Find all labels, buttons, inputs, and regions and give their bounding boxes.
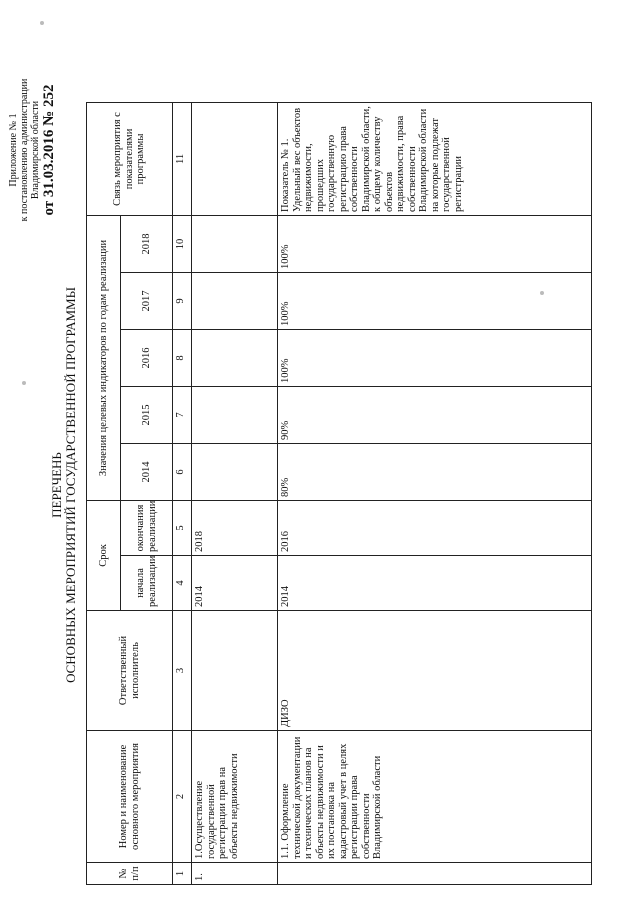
row-value-2014: 80% (278, 443, 592, 500)
column-number: 9 (173, 272, 192, 329)
header-year-2017: 2017 (121, 272, 173, 329)
title-line-2: ОСНОВНЫХ МЕРОПРИЯТИЙ ГОСУДАРСТВЕННОЙ ПРОГРАММЫ (63, 287, 78, 683)
header-name: Номер и наименование основного мероприятия (87, 731, 173, 863)
header-executor: Ответственный исполнитель (87, 611, 173, 731)
appendix-number: Приложение № 1 (8, 113, 19, 187)
header-link: Связь мероприятия с показателями программы (87, 102, 173, 215)
column-number: 2 (173, 731, 192, 863)
scan-speck (22, 381, 26, 385)
header-indicators: Значения целевых индикаторов по годам реализации (87, 215, 121, 500)
column-number: 6 (173, 443, 192, 500)
row-executor (192, 611, 278, 731)
column-number: 7 (173, 386, 192, 443)
row-link (192, 102, 278, 215)
appendix-region: Владимирской области (30, 100, 41, 200)
measures-table (86, 102, 592, 885)
column-number: 3 (173, 611, 192, 731)
row-start-year: 2014 (278, 556, 592, 611)
column-number: 4 (173, 556, 192, 611)
header-term-end: окончания реализации (121, 500, 173, 555)
row-num: 1. (192, 863, 278, 885)
row-value-2017 (192, 272, 278, 329)
appendix-decree: к постановлению администрации (19, 78, 30, 222)
row-value-2018: 100% (278, 215, 592, 272)
column-number: 5 (173, 500, 192, 555)
table-row (278, 102, 592, 884)
title-line-1: ПЕРЕЧЕНЬ (49, 452, 64, 518)
row-value-2017: 100% (278, 272, 592, 329)
header-year-2016: 2016 (121, 329, 173, 386)
header-year-2018: 2018 (121, 215, 173, 272)
document-title (50, 105, 78, 865)
row-start-year: 2014 (192, 556, 278, 611)
row-end-year: 2016 (278, 500, 592, 555)
header-year-2014: 2014 (121, 443, 173, 500)
column-number: 10 (173, 215, 192, 272)
column-number: 8 (173, 329, 192, 386)
header-term-start: начала реализации (121, 556, 173, 611)
row-value-2018 (192, 215, 278, 272)
row-link: Показатель № 1. Удельный вес объектов недвижимости, прошедших государственную регистрацию права собственности Владимирской области, к общему количеству объектов недвижимости, права собственности Владимирской области на которые подлежат государственной регистрации (278, 102, 592, 215)
table-row (192, 102, 278, 884)
appendix-date-number: от 31.03.2016 № 252 (41, 84, 57, 216)
row-measure-name: 1.Осуществление государственной регистрации прав на объекты недвижимости (192, 731, 278, 863)
row-measure-name: 1.1. Оформление технической документации и технических планов на объекты недвижимости и их постановка на кадастровый учет в целях регистрации права собственности Владимирской области (278, 731, 592, 863)
header-year-2015: 2015 (121, 386, 173, 443)
scan-speck (40, 21, 44, 25)
row-executor: ДИЗО (278, 611, 592, 731)
column-number: 1 (173, 863, 192, 885)
row-value-2016 (192, 329, 278, 386)
header-num: № п/п (87, 863, 173, 885)
row-value-2016: 100% (278, 329, 592, 386)
row-value-2015 (192, 386, 278, 443)
header-term: Срок (87, 500, 121, 610)
column-number: 11 (173, 102, 192, 215)
scan-speck (540, 291, 544, 295)
row-value-2014 (192, 443, 278, 500)
column-number-row (173, 102, 192, 884)
row-num (278, 863, 592, 885)
row-value-2015: 90% (278, 386, 592, 443)
row-end-year: 2018 (192, 500, 278, 555)
